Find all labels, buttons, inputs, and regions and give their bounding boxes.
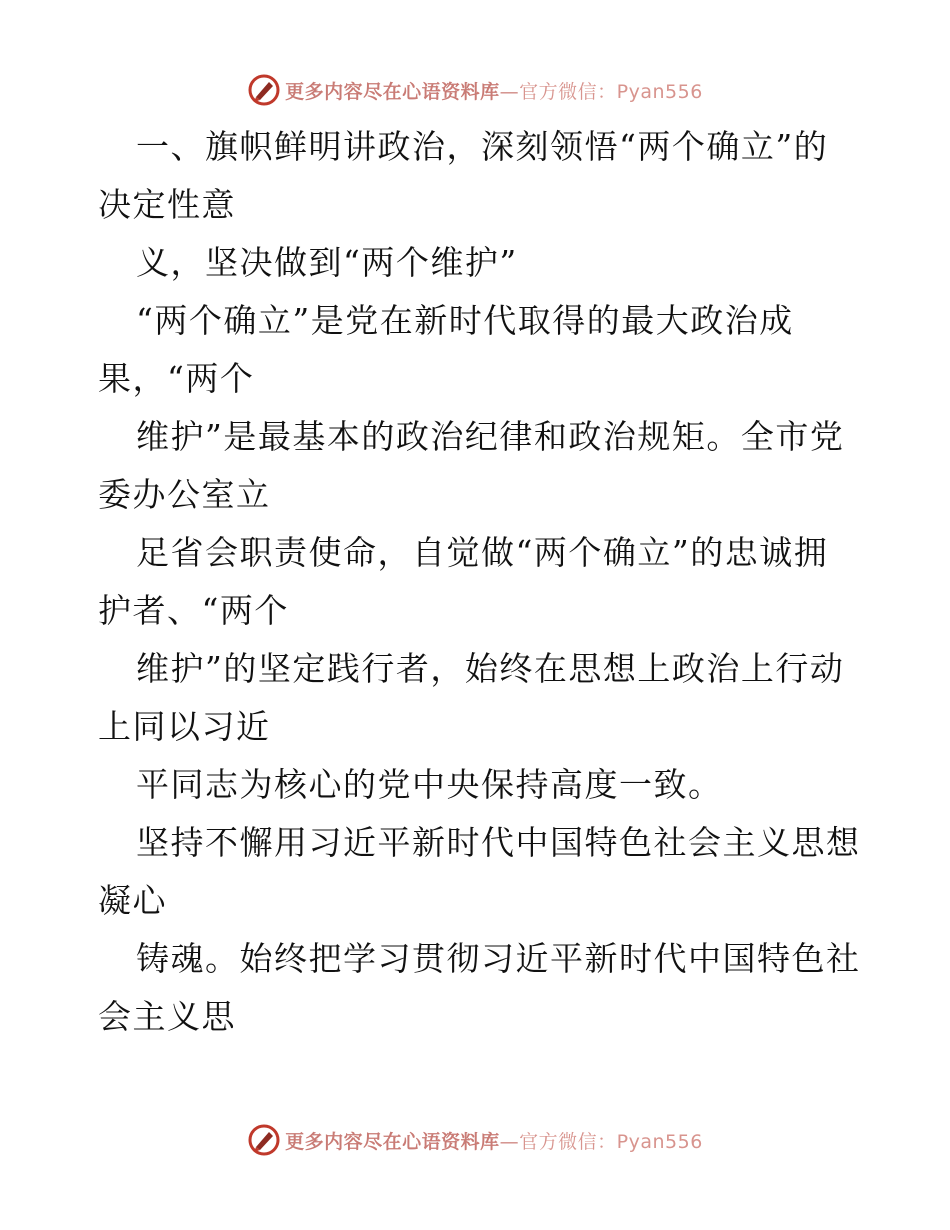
text-line: 铸魂。始终把学习贯彻习近平新时代中国特色社 bbox=[136, 939, 861, 978]
text-line: 果，“两个 bbox=[98, 359, 255, 398]
footer-watermark bbox=[0, 1120, 950, 1160]
watermark-brand: 更多内容尽在心语资料库 bbox=[285, 80, 500, 103]
text-line: “两个确立”是党在新时代取得的最大政治成 bbox=[136, 301, 794, 340]
watermark-contact: 官方微信：Pyan556 bbox=[519, 80, 703, 103]
text-line: 上同以习近 bbox=[98, 707, 271, 746]
watermark-contact: 官方微信：Pyan556 bbox=[519, 1130, 703, 1153]
text-line: 平同志为核心的党中央保持高度一致。 bbox=[136, 765, 723, 804]
text-line: 维护”的坚定践行者，始终在思想上政治上行动 bbox=[136, 649, 845, 688]
text-line: 会主义思 bbox=[98, 997, 236, 1036]
header-watermark bbox=[0, 70, 950, 110]
watermark-brand: 更多内容尽在心语资料库 bbox=[285, 1130, 500, 1153]
text-line: 义，坚决做到“两个维护” bbox=[136, 243, 518, 282]
pen-logo-icon bbox=[247, 73, 281, 107]
watermark-separator: — bbox=[499, 80, 520, 103]
document-body bbox=[98, 118, 861, 1046]
text-line: 维护”是最基本的政治纪律和政治规矩。全市党 bbox=[136, 417, 845, 456]
text-line: 一、旗帜鲜明讲政治，深刻领悟“两个确立”的 bbox=[136, 127, 829, 166]
text-line: 足省会职责使命，自觉做“两个确立”的忠诚拥 bbox=[136, 533, 829, 572]
text-line: 决定性意 bbox=[98, 185, 236, 224]
pen-logo-icon bbox=[247, 1123, 281, 1157]
watermark-separator: — bbox=[499, 1130, 520, 1153]
text-line: 凝心 bbox=[98, 881, 167, 920]
text-line: 护者、“两个 bbox=[98, 591, 289, 630]
text-line: 坚持不懈用习近平新时代中国特色社会主义思想 bbox=[136, 823, 861, 862]
text-line: 委办公室立 bbox=[98, 475, 271, 514]
